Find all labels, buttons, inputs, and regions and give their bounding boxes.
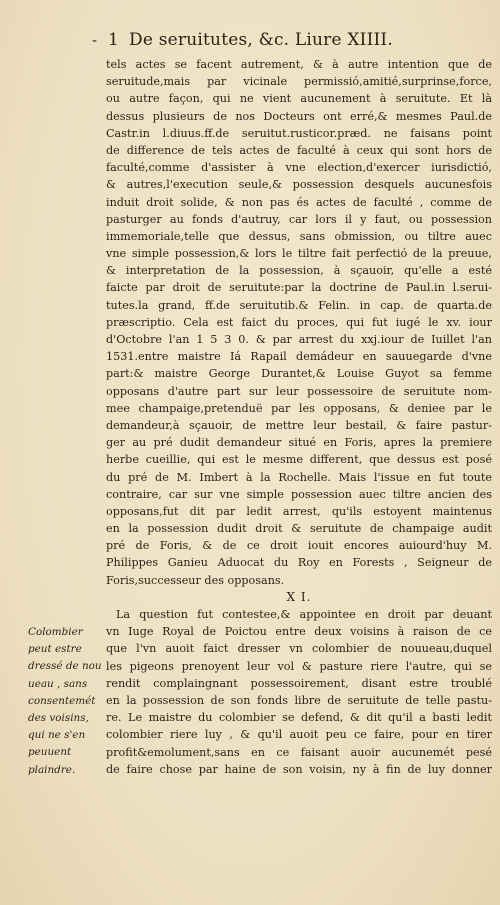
text-line: præscriptio. Cela est faict du proces, qui fut iugé le xv. iour <box>106 315 492 329</box>
text-line: opposans d'autre part sur leur possessoire de seruitute nom- <box>106 384 492 398</box>
margin-note <box>28 624 100 779</box>
text-line: La question fut contestee,& appointee en droit par deuant <box>116 608 492 621</box>
section-number: X I. <box>286 589 312 604</box>
text-line: faicte par droit de seruitute:par la doctrine de Paul.in l.serui- <box>106 281 492 295</box>
margin-note-line: dressé de nou <box>28 660 102 673</box>
margin-note-line: des voisins, <box>28 711 89 724</box>
text-line: tutes.la grand, ff.de seruitutib.& Felin. in cap. de quarta.de <box>106 298 492 312</box>
text-line: profit&emolument,sans en ce faisant auoir aucunemét pesé <box>106 745 492 759</box>
margin-note-line: peuuent <box>28 746 72 759</box>
text-line: & autres,l'execution seule,& possession desquels aucunesfois <box>106 178 492 192</box>
text-line: dessus plusieurs de nos Docteurs ont erré,& mesmes Paul.de <box>106 109 492 123</box>
main-text <box>106 56 492 778</box>
text-line: Philippes Ganieu Aduocat du Roy en Forests , Seigneur de <box>106 556 492 570</box>
text-line: part:& maistre George Durantet,& Louise Guyot sa femme <box>106 367 492 381</box>
text-line: re. Le maistre du colombier se defend, & dit qu'il a basti ledit <box>106 711 492 725</box>
text-line: que l'vn auoit faict dresser vn colombier de nouueau,duquel <box>106 642 492 656</box>
text-line: ger au pré dudit demandeur situé en Foris, apres la premiere <box>106 436 492 450</box>
text-line: seruitude,mais par vicinale permissió,amitié,surprinse,force, <box>106 75 492 89</box>
page-header <box>92 30 452 50</box>
text-line: vne simple possession,& lors le tiltre fait perfectió de la preuue, <box>106 247 492 261</box>
text-line: de faire chose par haine de son voisin, ny à fin de luy donner <box>106 762 492 776</box>
text-line: en la possession dudit droit & seruitute de champaige audit <box>106 522 492 536</box>
margin-note-line: consentemét <box>28 694 96 707</box>
text-line: colombier riere luy , & qu'il auoit peu ce faire, pour en tirer <box>106 728 492 742</box>
text-line: Castr.in l.diuus.ff.de seruitut.rusticor.præd. ne faisans point <box>106 126 492 140</box>
page-number: 1 <box>108 30 120 50</box>
text-line: Foris,successeur des opposans. <box>106 573 285 587</box>
margin-note-line: peut estre <box>28 643 82 656</box>
text-line: pré de Foris, & de ce droit iouit encores auiourd'huy M. <box>106 539 492 553</box>
text-line: ou autre façon, qui ne vient aucunement à seruitute. Et là <box>106 92 492 106</box>
text-line: faculté,comme d'assister à vne election,d'exercer iurisdictió, <box>106 161 492 175</box>
text-line: du pré de M. Imbert à la Rochelle. Mais l'issue en fut toute <box>106 470 492 484</box>
text-line: pasturger au fonds d'autruy, car lors il y faut, ou possession <box>106 212 492 226</box>
text-line: induit droit solide, & non pas és actes de faculté , comme de <box>106 195 492 209</box>
text-line: demandeur,à sçauoir, de mettre leur bestail, & faire pastur- <box>106 418 492 432</box>
margin-note-line: plaindre. <box>28 763 76 776</box>
text-line: 1531.entre maistre Iá Rapail demádeur en sauuegarde d'vne <box>106 350 492 364</box>
margin-note-line: qui ne s'en <box>28 729 86 742</box>
text-line: en la possession de son fonds libre de seruitute de telle pastu- <box>106 693 492 707</box>
running-title: De seruitutes, &c. Liure XIIII. <box>129 30 393 50</box>
text-line: & interpretation de la possession, à sçauoir, qu'elle a esté <box>106 264 492 278</box>
text-line: mee champaige,pretenduë par les opposans, & deniee par le <box>106 401 492 415</box>
margin-note-line: ueau , sans <box>28 677 88 690</box>
text-line: les pigeons prenoyent leur vol & pasture riere l'autre, qui se <box>106 659 492 673</box>
text-line: d'Octobre l'an 1 5 3 0. & par arrest du xxj.iour de Iuillet l'an <box>106 333 492 346</box>
header-dash: - <box>92 31 98 49</box>
text-line: immemoriale,telle que dessus, sans obmission, ou tiltre auec <box>106 229 492 243</box>
text-line: rendit complaingnant possessoirement, disant estre troublé <box>106 676 492 690</box>
text-line: de difference de tels actes de faculté à ceux qui sont hors de <box>106 143 492 157</box>
text-line: tels actes se facent autrement, & à autre intention que de <box>106 58 492 71</box>
text-line: vn Iuge Royal de Poictou entre deux voisins à raison de ce <box>106 625 492 639</box>
text-line: opposans,fut dit par ledit arrest, qu'ils estoyent maintenus <box>106 504 492 518</box>
margin-note-line: Colombier <box>28 626 83 638</box>
text-line: herbe cueillie, qui est le mesme different, que dessus est posé <box>106 453 492 467</box>
text-line: contraire, car sur vne simple possession auec tiltre ancien des <box>106 487 492 501</box>
